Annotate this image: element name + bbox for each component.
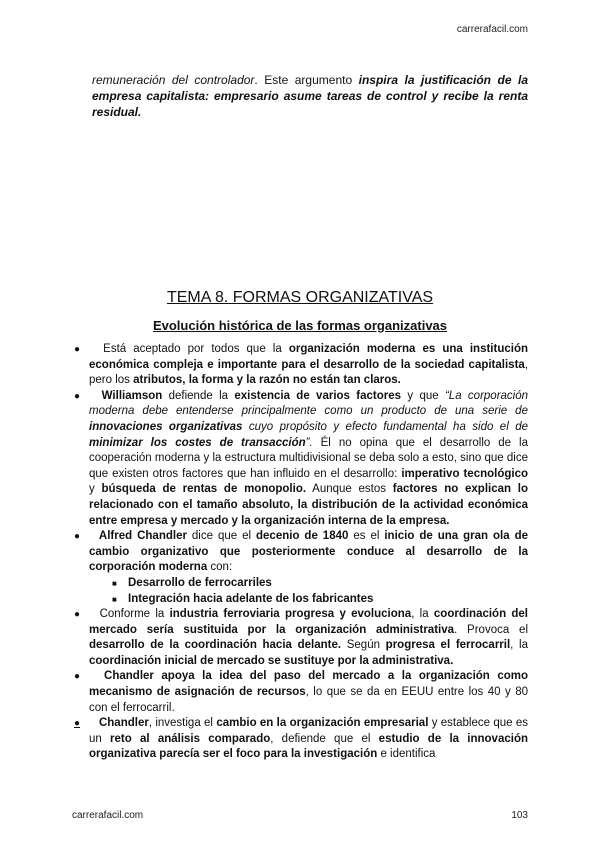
list-item	[74, 389, 532, 529]
text-run: Él no opina que el desarrollo de la cooperación moderna y la estructura multidivisional se deba solo a esto, sino que dice que existen otros factores que han influido en el desarrollo:	[89, 436, 532, 480]
square-bullet-icon: ■	[112, 594, 117, 604]
text-run: ”.	[305, 436, 313, 449]
text-run: imperativo tecnológico	[401, 467, 528, 480]
text-run: , defiende que el	[270, 732, 379, 745]
bullet-icon: ●	[74, 671, 81, 683]
sub-item-text: Integración hacia adelante de los fabricantes	[128, 592, 374, 605]
text-run: estudio de la innovación organizativa parecía ser el foco para la investigación	[89, 732, 532, 761]
text-run: búsqueda de rentas de monopolio.	[101, 483, 307, 496]
bullet-list	[74, 342, 532, 763]
chapter-title: TEMA 8. FORMAS ORGANIZATIVAS	[166, 289, 434, 306]
list-item	[74, 529, 532, 576]
text-run: . Este argumento	[254, 73, 359, 87]
section-subtitle: Evolución histórica de las formas organizativas	[152, 318, 448, 333]
sub-item-text: Desarrollo de ferrocarriles	[128, 576, 272, 589]
text-run: existencia de varios factores	[234, 389, 402, 402]
text-run: y que	[401, 389, 445, 402]
bullet-icon: ●	[74, 531, 81, 543]
text-run: y	[89, 467, 532, 496]
text-run: dice que el	[186, 530, 257, 543]
text-run: . Provoca el	[454, 623, 532, 636]
text-run: con:	[207, 561, 233, 574]
text-run: inspira la justificación de la empresa capitalista: empresario asume tareas de control y recibe la renta residual.	[92, 73, 532, 119]
text-run: atributos, la forma y la razón no están tan claros.	[133, 374, 401, 387]
text-run: e identifica	[377, 748, 436, 761]
text-run: organización moderna es una institución económica compleja e importante para el desarrollo de la sociedad capitalista	[89, 343, 532, 371]
sub-list-item	[74, 576, 528, 592]
text-run: factores no explican lo relacionado con el tamaño absoluto, la distribución de la actividad económica entre empresa y mercado y la organización interna de la empresa.	[89, 483, 532, 527]
text-run: decenio de 1840	[256, 530, 349, 543]
text-run: remuneración del controlador	[92, 73, 255, 87]
text-run: , investiga el	[148, 717, 217, 730]
text-run: es el	[348, 530, 385, 543]
text-run: , pero los	[89, 358, 532, 387]
text-run: cuyo propósito y efecto fundamental ha sido el de	[242, 420, 532, 433]
text-run: coordinación inicial de mercado se sustituye por la administrativa.	[89, 654, 454, 667]
text-run: innovaciones organizativas	[89, 420, 243, 433]
text-run: reto al análisis comparado	[110, 732, 271, 745]
text-run: Está aceptado por todos que la	[89, 343, 289, 355]
text-run: , la	[510, 639, 532, 652]
square-bullet-icon: ■	[112, 578, 117, 588]
list-item	[74, 716, 532, 763]
text-run: “La corporación moderna debe entenderse principalmente como un producto de una serie de	[89, 389, 532, 418]
text-run: inicio de una gran ola de cambio organizativo que posteriormente conduce al desarrollo de la corporación moderna	[89, 530, 532, 574]
text-run: Según	[341, 639, 386, 652]
text-run: , la	[411, 608, 434, 621]
text-run: progresa el ferrocarril	[385, 639, 511, 652]
page-number: 103	[511, 810, 528, 821]
list-item	[74, 669, 532, 716]
text-run: minimizar los costes de transacción	[89, 436, 306, 449]
text-run: Chandler	[89, 717, 149, 730]
bullet-icon: ●	[74, 718, 81, 730]
intro-paragraph	[92, 72, 532, 120]
text-run: industria ferroviaria progresa y evoluciona	[169, 608, 412, 621]
text-run: coordinación del mercado sería sustituida por la organización administrativa	[89, 608, 532, 636]
bullet-icon: ●	[74, 344, 81, 355]
footer-site: carrerafacil.com	[72, 810, 144, 821]
sub-list-item	[74, 592, 528, 608]
text-run: y establece que es un	[89, 717, 532, 745]
text-run: , lo que se da en EEUU entre los 40 y 80 con el ferrocarril.	[89, 686, 532, 714]
list-item	[74, 607, 532, 669]
bullet-icon: ●	[74, 609, 81, 621]
text-run: cambio en la organización empresarial	[216, 717, 429, 730]
text-run: Alfred Chandler	[89, 530, 187, 543]
text-run: defiende la	[162, 389, 235, 402]
list-item	[74, 342, 532, 389]
text-run: Chandler apoya la idea del paso del mercado a la organización como mecanismo de asignación de recursos	[89, 670, 532, 699]
bullet-icon: ●	[74, 390, 81, 402]
text-run: Aunque estos	[306, 483, 393, 496]
text-run: Conforme la	[89, 608, 170, 621]
text-run: desarrollo de la coordinación hacia delante.	[89, 639, 342, 652]
text-run: Williamson	[89, 389, 163, 402]
header-site: carrerafacil.com	[456, 24, 528, 35]
